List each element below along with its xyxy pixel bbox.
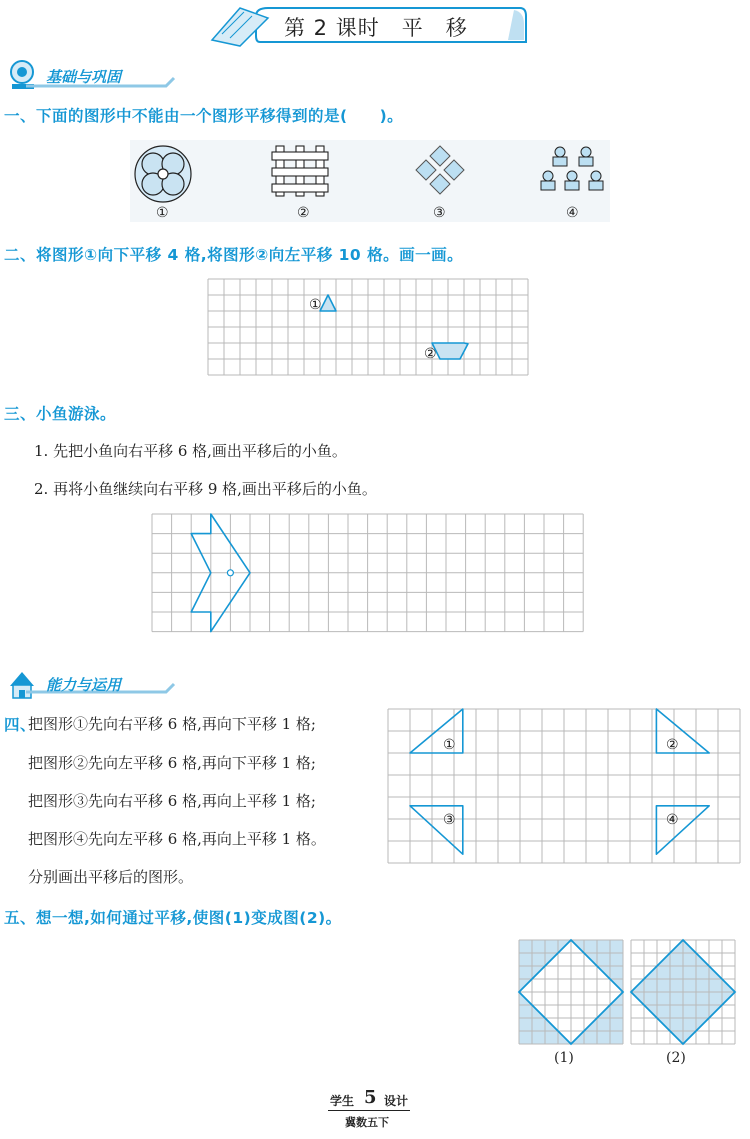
q2-grid-lines xyxy=(208,279,528,375)
q1-figures xyxy=(130,140,610,222)
q2-label-2: ② xyxy=(424,346,437,362)
q4-grid[interactable] xyxy=(388,709,740,857)
q5-text: 五、想一想,如何通过平移,使图(1)变成图(2)。 xyxy=(4,909,342,927)
q5-figure-1 xyxy=(519,940,623,1044)
q4-number: 四、 xyxy=(4,716,37,734)
q3-item-2: 2. 再将小鱼继续向右平移 9 格,画出平移后的小鱼。 xyxy=(34,480,377,498)
footer-sub: 冀数五下 xyxy=(345,1116,389,1129)
footer-divider xyxy=(328,1110,410,1111)
q2-triangle-shape xyxy=(320,295,336,311)
q3-text: 三、小鱼游泳。 xyxy=(4,405,117,423)
q2-trapezoid-shape xyxy=(432,343,468,359)
page-number: 5 xyxy=(364,1087,377,1108)
footer-left: 学生 xyxy=(330,1094,355,1108)
q1-text: 一、下面的图形中不能由一个图形平移得到的是( )。 xyxy=(4,107,404,125)
q2-label-1: ① xyxy=(309,297,322,313)
section-title-ability: 能力与运用 xyxy=(46,676,122,694)
footer-right: 设计 xyxy=(384,1094,409,1108)
q5-grid-lines xyxy=(631,940,735,1044)
q5-caption-1: (1) xyxy=(554,1050,574,1066)
q2-text: 二、将图形①向下平移 4 格,将图形②向左平移 10 格。画一画。 xyxy=(4,246,464,264)
q1-option-4: ④ xyxy=(566,205,579,221)
q4-label-3: ③ xyxy=(443,812,456,828)
q4-line-2: 把图形②先向左平移 6 格,再向下平移 1 格; xyxy=(28,754,316,772)
fish-eye-icon xyxy=(227,570,233,576)
q1-fig2-lattice-icon xyxy=(272,146,328,196)
q3-grid[interactable] xyxy=(152,514,584,634)
page-title: 第 2 课时 平 移 xyxy=(284,16,468,40)
q4-triangle-4-shape xyxy=(656,806,709,854)
q3-item-1: 1. 先把小鱼向右平移 6 格,画出平移后的小鱼。 xyxy=(34,442,347,460)
q5-caption-2: (2) xyxy=(666,1050,686,1066)
q4-label-1: ① xyxy=(443,737,456,753)
q4-label-2: ② xyxy=(666,737,679,753)
q4-line-1: 把图形①先向右平移 6 格,再向下平移 1 格; xyxy=(28,715,316,733)
q4-line-4: 把图形④先向左平移 6 格,再向上平移 1 格。 xyxy=(28,830,326,848)
q4-grid-lines xyxy=(388,709,740,863)
q4-line-3: 把图形③先向右平移 6 格,再向上平移 1 格; xyxy=(28,792,316,810)
q2-grid[interactable] xyxy=(208,279,528,381)
q1-option-3: ③ xyxy=(433,205,446,221)
q1-option-2: ② xyxy=(297,205,310,221)
q1-fig1-rings-icon xyxy=(135,146,191,202)
section-title-basic: 基础与巩固 xyxy=(46,68,122,86)
q5-figure-2 xyxy=(631,940,735,1044)
q1-option-1: ① xyxy=(156,205,169,221)
q4-line-5: 分别画出平移后的图形。 xyxy=(28,868,194,886)
q4-label-4: ④ xyxy=(666,812,679,828)
q3-grid-lines xyxy=(152,514,583,632)
